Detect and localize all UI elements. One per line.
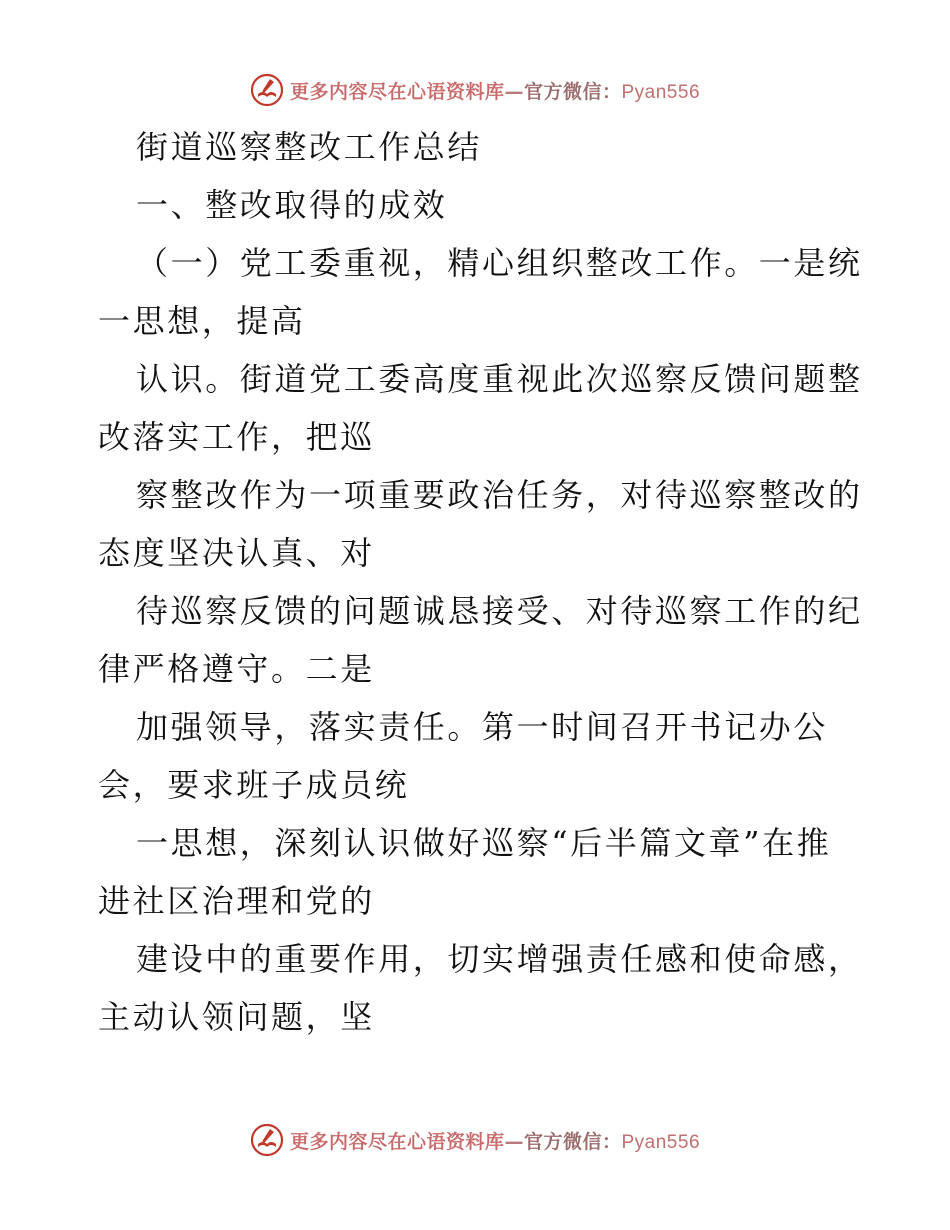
paragraph-line: 一思想，提高 (98, 302, 306, 340)
footer-watermark (0, 1120, 950, 1160)
paragraph-line: 改落实工作，把巡 (98, 418, 375, 456)
book-pen-logo-icon (250, 1123, 284, 1157)
paragraph-line: 认识。街道党工委高度重视此次巡察反馈问题整 (136, 360, 863, 398)
paragraph-line: 律严格遵守。二是 (98, 650, 375, 688)
header-watermark (0, 70, 950, 110)
paragraph-line: 加强领导，落实责任。第一时间召开书记办公 (136, 708, 829, 746)
paragraph-line: 会，要求班子成员统 (98, 766, 410, 804)
paragraph-line: 一思想，深刻认识做好巡察“后半篇文章”在推 (136, 824, 832, 862)
watermark-separator: — (504, 1130, 524, 1153)
paragraph-line: 态度坚决认真、对 (98, 534, 375, 572)
watermark-wechat-label: 官方微信： (523, 1130, 622, 1153)
paragraph-line: 主动认领问题，坚 (98, 998, 375, 1036)
paragraph-line: 建设中的重要作用，切实增强责任感和使命感， (136, 940, 863, 978)
watermark-separator: — (504, 80, 524, 103)
paragraph-line: 待巡察反馈的问题诚恳接受、对待巡察工作的纪 (136, 592, 863, 630)
paragraph-line: 进社区治理和党的 (98, 882, 375, 920)
section-heading: 一、整改取得的成效 (136, 186, 448, 224)
book-pen-logo-icon (250, 73, 284, 107)
watermark-wechat-id: Pyan556 (621, 81, 701, 103)
paragraph-line: 察整改作为一项重要政治任务，对待巡察整改的 (136, 476, 863, 514)
watermark-main-text: 更多内容尽在心语资料库 (289, 1130, 505, 1153)
document-title: 街道巡察整改工作总结 (136, 128, 483, 166)
document-body (98, 118, 863, 1046)
watermark-main-text: 更多内容尽在心语资料库 (289, 80, 505, 103)
watermark-wechat-id: Pyan556 (621, 1131, 701, 1153)
paragraph-line: （一）党工委重视，精心组织整改工作。一是统 (136, 244, 863, 282)
watermark-wechat-label: 官方微信： (523, 80, 622, 103)
